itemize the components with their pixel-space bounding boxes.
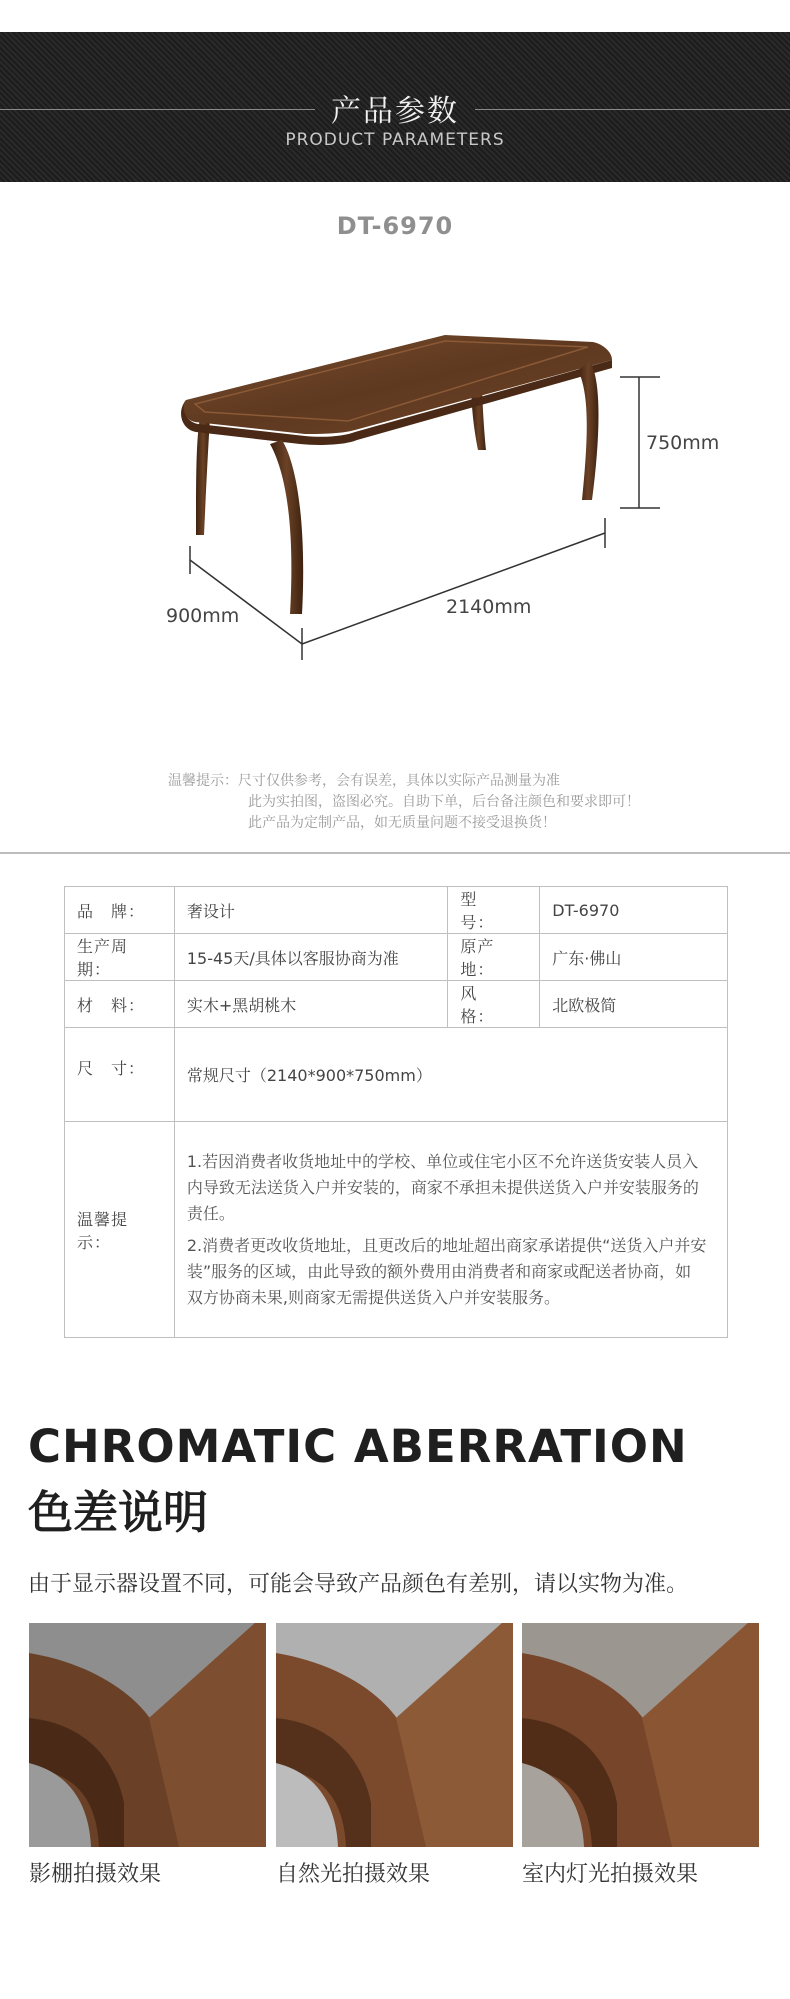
photo-natural-light: [276, 1623, 513, 1847]
aberration-title-en: CHROMATIC ABERRATION: [28, 1420, 688, 1473]
depth-dimension-line: [190, 560, 302, 644]
style-value: 北欧极简: [540, 981, 728, 1028]
aberration-title-zh: 色差说明: [28, 1486, 209, 1539]
notice-line-1: 温馨提示：尺寸仅供参考，会有误差，具体以实际产品测量为准: [168, 773, 560, 789]
cycle-value: 15-45天/具体以客服协商为准: [174, 934, 447, 981]
parameter-table: [64, 886, 728, 1338]
banner-title: 产品参数: [331, 94, 459, 129]
tip-item-2: 2.消费者更改收货地址，且更改后的地址超出商家承诺提供“送货入户并安装”服务的区域，由此导致的额外费用由消费者和商家或配送者协商，如双方协商未果,则商家无需提供送货入户并安装服务。: [186, 1235, 707, 1307]
front-right-leg: [578, 362, 599, 500]
length-dimension-line: [302, 533, 605, 644]
model-number: DT-6970: [336, 212, 454, 240]
caption-natural-light: 自然光拍摄效果: [276, 1862, 431, 1887]
notice-line-3: 此产品为定制产品，如无质量问题不接受退换货！: [248, 815, 556, 831]
photo-studio: [29, 1623, 266, 1847]
caption-studio: 影棚拍摄效果: [29, 1862, 162, 1887]
photo-indoor-light: [522, 1623, 759, 1847]
tip-label: 温馨提示：: [65, 1122, 175, 1338]
notice-line-2: 此为实拍图，盗图必究。自助下单，后台备注颜色和要求即可！: [248, 794, 640, 810]
table-illustration: [0, 300, 790, 700]
height-label: 750mm: [646, 432, 720, 454]
model-label: 型 号：: [448, 887, 540, 934]
material-label: 材 料：: [65, 981, 175, 1028]
origin-value: 广东·佛山: [540, 934, 728, 981]
brand-label: 品 牌：: [65, 887, 175, 934]
header-banner: [0, 32, 790, 182]
aberration-description: 由于显示器设置不同，可能会导致产品颜色有差别，请以实物为准。: [28, 1572, 689, 1597]
table-row: [65, 887, 728, 934]
table-row: [65, 1122, 728, 1338]
model-value: DT-6970: [540, 887, 728, 934]
product-diagram: [0, 300, 790, 700]
front-left-leg: [270, 440, 303, 614]
length-label: 2140mm: [446, 596, 532, 618]
material-value: 实木+黑胡桃木: [174, 981, 447, 1028]
table-row: [65, 934, 728, 981]
tip-content: [174, 1122, 727, 1338]
banner-subtitle: PRODUCT PARAMETERS: [285, 130, 505, 150]
size-value: 常规尺寸（2140*900*750mm）: [174, 1028, 727, 1122]
tip-item-1: 1.若因消费者收货地址中的学校、单位或住宅小区不允许送货安装人员入内导致无法送货入户并安装的，商家不承担未提供送货入户并安装服务的责任。: [186, 1151, 699, 1223]
back-left-leg: [196, 418, 210, 535]
origin-label: 原产地：: [448, 934, 540, 981]
depth-label: 900mm: [166, 605, 240, 627]
cycle-label: 生产周期：: [65, 934, 175, 981]
table-row: [65, 1028, 728, 1122]
table-row: [65, 981, 728, 1028]
brand-value: 奢设计: [174, 887, 447, 934]
section-divider: [0, 852, 790, 854]
caption-indoor-light: 室内灯光拍摄效果: [522, 1862, 699, 1887]
style-label: 风 格：: [448, 981, 540, 1028]
size-label: 尺 寸：: [65, 1028, 175, 1122]
